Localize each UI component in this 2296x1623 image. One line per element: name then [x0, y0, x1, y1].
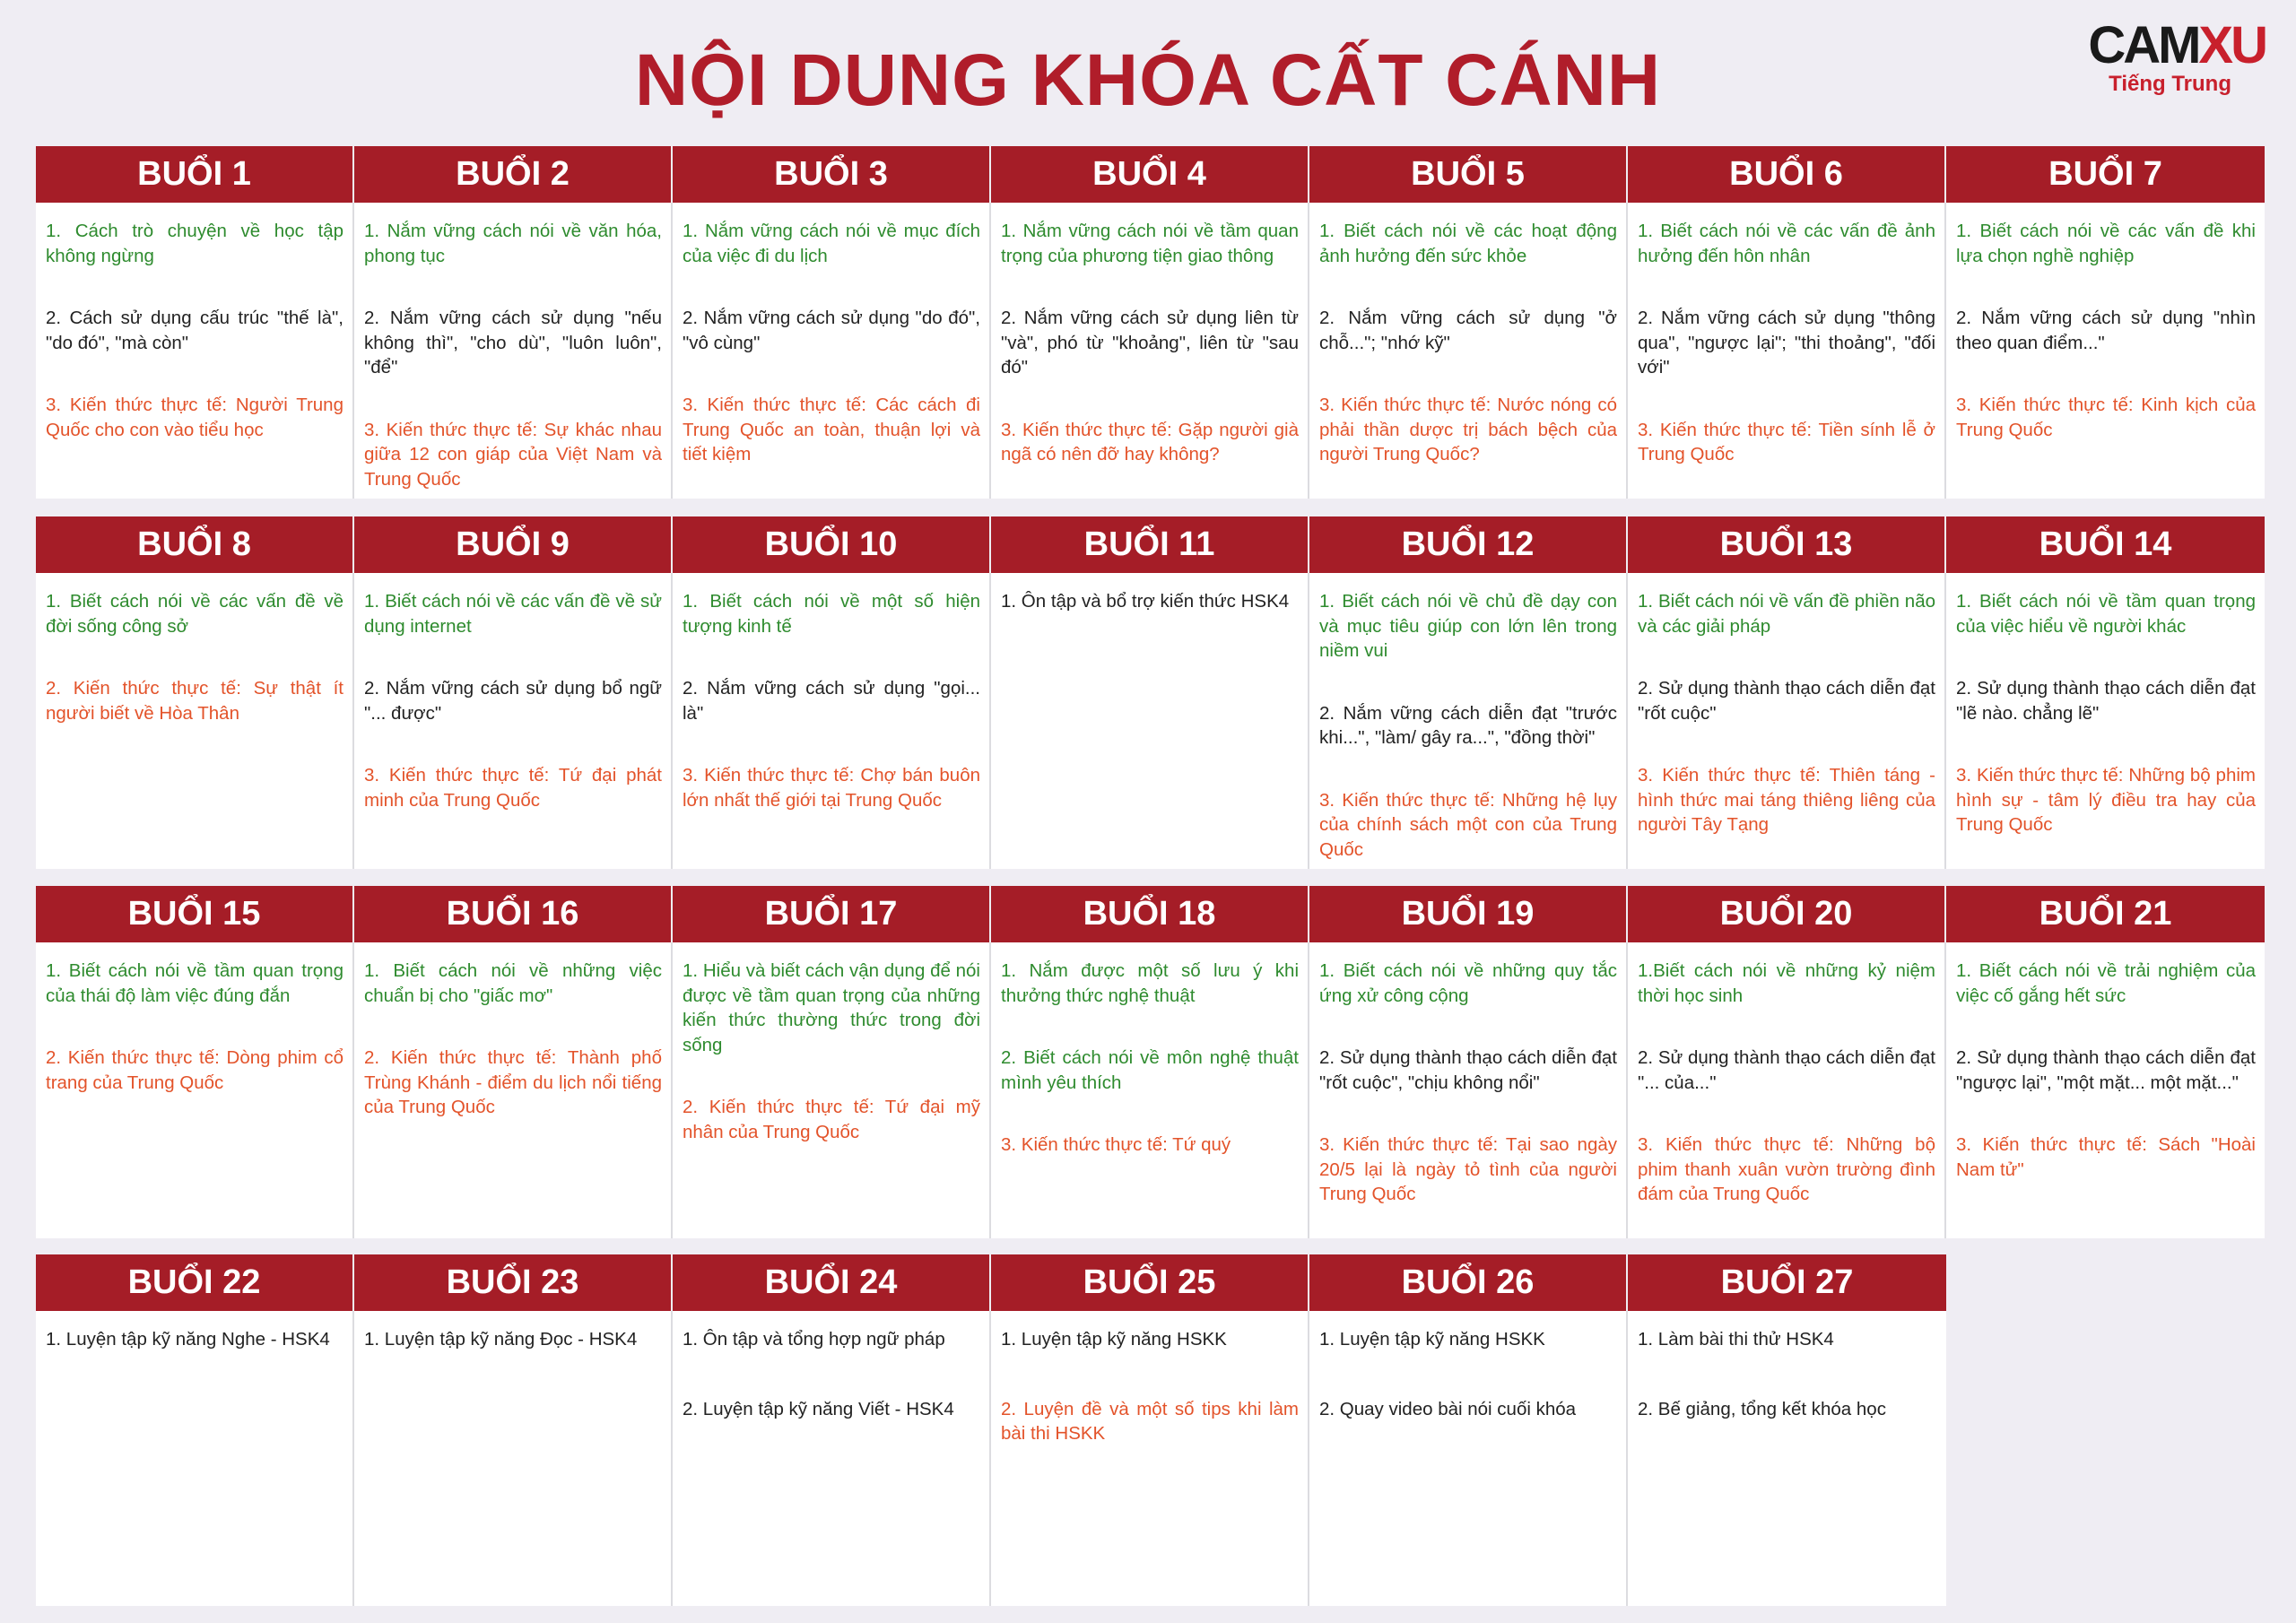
session-item: 3. Kiến thức thực tế: Tứ đại phát minh của Trung Quốc — [364, 765, 662, 811]
session-content — [673, 1311, 991, 1606]
session-item: 1. Biết cách nói về vấn đề phiền não và các giải pháp — [1638, 591, 1935, 637]
page-title: NỘI DUNG KHÓA CẤT CÁNH — [634, 39, 1662, 121]
session-item: 3. Kiến thức thực tế: Nước nóng có phải thần dược trị bách bệch của người Trung Quốc? — [1319, 395, 1617, 464]
session-item: 1. Cách trò chuyện về học tập không ngừng — [46, 221, 344, 266]
session-item: 2. Nắm vững cách sử dụng "do đó", "vô cùng" — [683, 308, 980, 353]
session-content — [1946, 942, 2265, 1238]
session-content — [1309, 1311, 1628, 1606]
session-item: 1. Luyện tập kỹ năng HSKK — [1001, 1329, 1227, 1350]
session-row — [36, 1254, 1946, 1606]
session-header: BUỔI 10 — [673, 516, 991, 573]
session-item: 3. Kiến thức thực tế: Gặp người già ngã có nên đỡ hay không? — [1001, 419, 1299, 464]
session-content — [991, 203, 1309, 499]
session-item: 3. Kiến thức thực tế: Sự khác nhau giữa 12 con giáp của Việt Nam và Trung Quốc — [364, 419, 662, 490]
session-item: 1. Biết cách nói về tầm quan trọng của việc hiểu về người khác — [1956, 591, 2256, 637]
session-item: 3. Kiến thức thực tế: Những bộ phim hình sự - tâm lý điều tra hay của Trung Quốc — [1956, 765, 2256, 835]
session-item: 1. Biết cách nói về những việc chuẩn bị cho "giấc mơ" — [364, 960, 662, 1006]
session-content — [36, 942, 354, 1238]
session-header: BUỔI 11 — [991, 516, 1309, 573]
session-header: BUỔI 4 — [991, 146, 1309, 203]
session-item: 1. Làm bài thi thử HSK4 — [1638, 1329, 1834, 1350]
session-header: BUỔI 22 — [36, 1254, 354, 1311]
session-item: 1. Biết cách nói về trải nghiệm của việc cố gắng hết sức — [1956, 960, 2256, 1006]
session-row — [36, 516, 2265, 869]
session-content — [673, 942, 991, 1238]
logo-subtitle: Tiếng Trung — [2109, 72, 2231, 96]
session-item: 2. Cách sử dụng cấu trúc "thế là", "do đó", "mà còn" — [46, 308, 344, 353]
row-body — [36, 942, 2265, 1238]
session-item: 2. Quay video bài nói cuối khóa — [1319, 1398, 1577, 1419]
logo — [2086, 18, 2266, 99]
session-item: 2. Bế giảng, tổng kết khóa học — [1638, 1398, 1886, 1419]
session-header: BUỔI 19 — [1309, 886, 1628, 942]
session-content — [354, 203, 673, 499]
session-item: 1. Biết cách nói về chủ đề dạy con và mục tiêu giúp con lớn lên trong niềm vui — [1319, 591, 1617, 661]
session-header: BUỔI 20 — [1628, 886, 1946, 942]
session-item: 1. Nắm vững cách nói về văn hóa, phong tục — [364, 221, 662, 266]
session-content — [673, 203, 991, 499]
session-item: 3. Kiến thức thực tế: Các cách đi Trung Quốc an toàn, thuận lợi và tiết kiệm — [683, 395, 980, 464]
session-item: 2. Biết cách nói về môn nghệ thuật mình yêu thích — [1001, 1047, 1299, 1093]
session-header: BUỔI 2 — [354, 146, 673, 203]
session-header: BUỔI 25 — [991, 1254, 1309, 1311]
session-item: 2. Nắm vững cách sử dụng "nhìn theo quan điểm..." — [1956, 308, 2256, 353]
session-item: 2. Luyện đề và một số tips khi làm bài thi HSKK — [1001, 1398, 1299, 1444]
session-content — [36, 1311, 354, 1606]
row-body — [36, 1311, 1946, 1606]
session-content — [354, 573, 673, 869]
session-item: 2. Kiến thức thực tế: Dòng phim cổ trang của Trung Quốc — [46, 1047, 344, 1093]
logo-cam: CAM — [2088, 16, 2199, 74]
logo-xu: XU — [2198, 16, 2266, 74]
session-item: 1. Luyện tập kỹ năng HSKK — [1319, 1329, 1545, 1350]
row-header — [36, 886, 2265, 942]
session-content — [354, 942, 673, 1238]
session-item: 1. Biết cách nói về những quy tắc ứng xử công cộng — [1319, 960, 1617, 1006]
row-header — [36, 1254, 1946, 1311]
session-content — [1309, 942, 1628, 1238]
session-item: 2. Sử dụng thành thạo cách diễn đạt "lẽ nào. chẳng lẽ" — [1956, 678, 2256, 724]
session-header: BUỔI 15 — [36, 886, 354, 942]
session-content — [1628, 942, 1946, 1238]
row-header — [36, 146, 2265, 203]
session-content — [1628, 1311, 1946, 1606]
session-header: BUỔI 16 — [354, 886, 673, 942]
session-content — [354, 1311, 673, 1606]
session-item: 2. Nắm vững cách sử dụng liên từ "và", phó từ "khoảng", liên từ "sau đó" — [1001, 308, 1299, 378]
session-item: 1. Ôn tập và bổ trợ kiến thức HSK4 — [1001, 591, 1290, 612]
session-item: 2. Sử dụng thành thạo cách diễn đạt "rốt cuộc" — [1638, 678, 1935, 724]
session-item: 2. Kiến thức thực tế: Tứ đại mỹ nhân của Trung Quốc — [683, 1097, 980, 1142]
session-header: BUỔI 9 — [354, 516, 673, 573]
row-body — [36, 203, 2265, 499]
session-item: 3. Kiến thức thực tế: Tứ quý — [1001, 1134, 1231, 1155]
session-item: 3. Kiến thức thực tế: Sách "Hoài Nam tử" — [1956, 1134, 2256, 1180]
logo-wordmark — [2086, 18, 2266, 74]
session-item: 1. Luyện tập kỹ năng Đọc - HSK4 — [364, 1329, 638, 1350]
session-header: BUỔI 24 — [673, 1254, 991, 1311]
session-content — [991, 1311, 1309, 1606]
session-content — [1628, 203, 1946, 499]
session-item: 3. Kiến thức thực tế: Những bộ phim thanh xuân vườn trường đình đám của Trung Quốc — [1638, 1134, 1935, 1204]
session-header: BUỔI 5 — [1309, 146, 1628, 203]
session-item: 2. Nắm vững cách sử dụng "thông qua", "ngược lại"; "thi thoảng", "đối với" — [1638, 308, 1935, 378]
session-item: 1. Ôn tập và tổng hợp ngữ pháp — [683, 1329, 945, 1350]
session-row — [36, 886, 2265, 1238]
session-header: BUỔI 21 — [1946, 886, 2265, 942]
session-item: 3. Kiến thức thực tế: Những hệ lụy của chính sách một con của Trung Quốc — [1319, 789, 1617, 860]
session-item: 1.Biết cách nói về những kỷ niệm thời học sinh — [1638, 960, 1935, 1006]
session-item: 3. Kiến thức thực tế: Tiền sính lễ ở Trung Quốc — [1638, 419, 1935, 464]
session-header: BUỔI 7 — [1946, 146, 2265, 203]
session-item: 2. Sử dụng thành thạo cách diễn đạt "ngược lại", "một mặt... một mặt..." — [1956, 1047, 2256, 1093]
session-item: 1. Biết cách nói về các vấn đề về sử dụng internet — [364, 591, 662, 637]
row-header — [36, 516, 2265, 573]
session-item: 1. Nắm được một số lưu ý khi thưởng thức nghệ thuật — [1001, 960, 1299, 1006]
session-content — [673, 573, 991, 869]
session-header: BUỔI 13 — [1628, 516, 1946, 573]
session-item: 1. Biết cách nói về các vấn đề về đời sống công sở — [46, 591, 344, 637]
session-item: 2. Nắm vững cách sử dụng "ở chỗ..."; "nhớ kỹ" — [1319, 308, 1617, 353]
session-content — [1946, 573, 2265, 869]
session-item: 1. Biết cách nói về các vấn đề ảnh hưởng đến hôn nhân — [1638, 221, 1935, 266]
session-content — [991, 942, 1309, 1238]
session-header: BUỔI 27 — [1628, 1254, 1946, 1311]
session-item: 2. Luyện tập kỹ năng Viết - HSK4 — [683, 1398, 954, 1419]
session-item: 1. Biết cách nói về tầm quan trọng của thái độ làm việc đúng đắn — [46, 960, 344, 1006]
session-content — [1309, 203, 1628, 499]
session-header: BUỔI 6 — [1628, 146, 1946, 203]
row-body — [36, 573, 2265, 869]
session-item: 2. Nắm vững cách sử dụng bổ ngữ "... được" — [364, 678, 662, 724]
session-header: BUỔI 14 — [1946, 516, 2265, 573]
session-item: 3. Kiến thức thực tế: Tại sao ngày 20/5 lại là ngày tỏ tình của người Trung Quốc — [1319, 1134, 1617, 1204]
session-item: 1. Biết cách nói về các vấn đề khi lựa chọn nghề nghiệp — [1956, 221, 2256, 266]
session-row — [36, 146, 2265, 499]
session-item: 2. Nắm vững cách diễn đạt "trước khi...", "làm/ gây ra...", "đồng thời" — [1319, 702, 1617, 748]
session-item: 1. Biết cách nói về các hoạt động ảnh hưởng đến sức khỏe — [1319, 221, 1617, 266]
session-item: 1. Luyện tập kỹ năng Nghe - HSK4 — [46, 1329, 330, 1350]
session-content — [1946, 203, 2265, 499]
session-content — [1628, 573, 1946, 869]
session-item: 3. Kiến thức thực tế: Chợ bán buôn lớn nhất thế giới tại Trung Quốc — [683, 765, 980, 811]
session-item: 1. Nắm vững cách nói về mục đích của việc đi du lịch — [683, 221, 980, 266]
session-header: BUỔI 1 — [36, 146, 354, 203]
session-item: 2. Sử dụng thành thạo cách diễn đạt "rốt cuộc", "chịu không nổi" — [1319, 1047, 1617, 1093]
session-item: 3. Kiến thức thực tế: Kinh kịch của Trung Quốc — [1956, 395, 2256, 440]
session-content — [1309, 573, 1628, 869]
session-item: 2. Sử dụng thành thạo cách diễn đạt "... của..." — [1638, 1047, 1935, 1093]
session-item: 2. Nắm vững cách sử dụng "gọi... là" — [683, 678, 980, 724]
session-item: 2. Kiến thức thực tế: Sự thật ít người biết về Hòa Thân — [46, 678, 344, 724]
session-item: 1. Hiểu và biết cách vận dụng để nói được về tầm quan trọng của những kiến thức thường thức trong đời sống — [683, 960, 980, 1055]
session-item: 1. Biết cách nói về một số hiện tượng kinh tế — [683, 591, 980, 637]
session-content — [36, 573, 354, 869]
session-header: BUỔI 18 — [991, 886, 1309, 942]
session-header: BUỔI 3 — [673, 146, 991, 203]
session-header: BUỔI 17 — [673, 886, 991, 942]
session-content — [36, 203, 354, 499]
session-content — [991, 573, 1309, 869]
session-header: BUỔI 26 — [1309, 1254, 1628, 1311]
session-header: BUỔI 23 — [354, 1254, 673, 1311]
session-header: BUỔI 12 — [1309, 516, 1628, 573]
session-item: 1. Nắm vững cách nói về tầm quan trọng của phương tiện giao thông — [1001, 221, 1299, 266]
session-item: 3. Kiến thức thực tế: Người Trung Quốc cho con vào tiểu học — [46, 395, 344, 440]
session-item: 2. Kiến thức thực tế: Thành phố Trùng Khánh - điểm du lịch nổi tiếng của Trung Quốc — [364, 1047, 662, 1117]
session-item: 3. Kiến thức thực tế: Thiên táng - hình thức mai táng thiêng liêng của người Tây Tạng — [1638, 765, 1935, 835]
session-item: 2. Nắm vững cách sử dụng "nếu không thì", "cho dù", "luôn luôn", "để" — [364, 308, 662, 378]
session-header: BUỔI 8 — [36, 516, 354, 573]
